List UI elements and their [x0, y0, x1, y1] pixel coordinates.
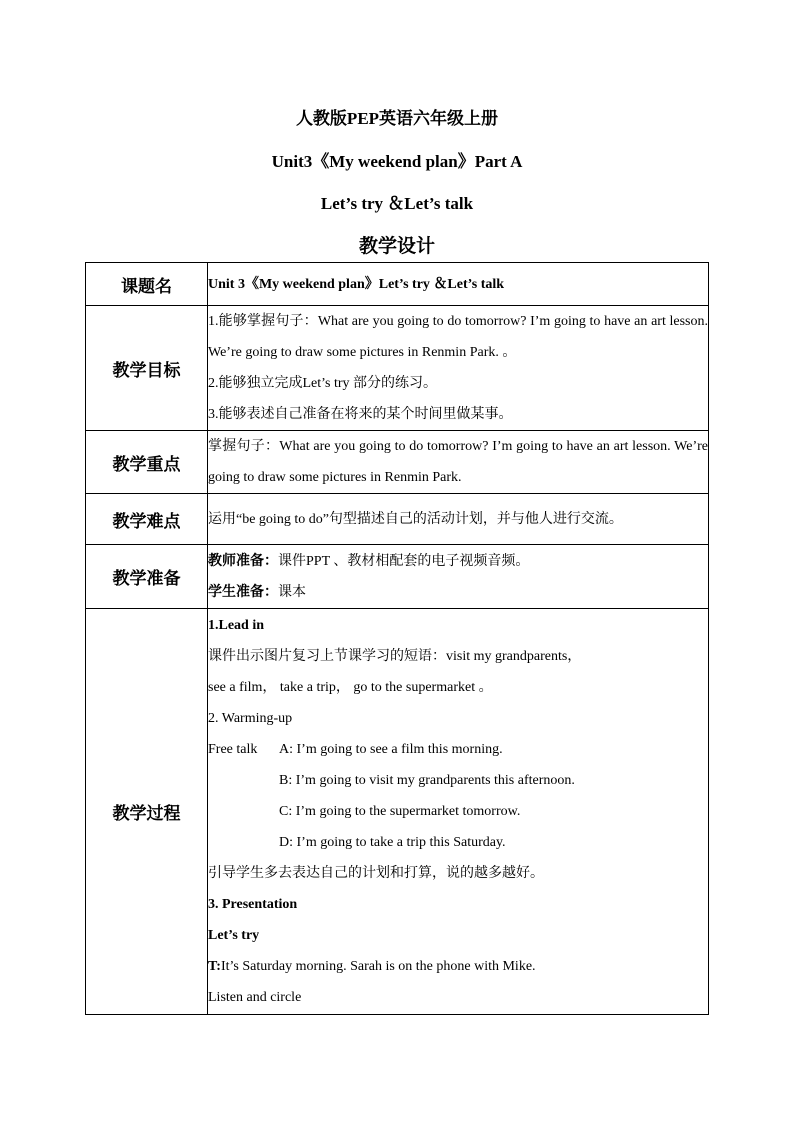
listen-circle: Listen and circle	[208, 990, 302, 1005]
talk-line-d	[208, 827, 708, 858]
goal-item-3: 3.能够表述自己准备在将来的某个时间里做某事。	[208, 407, 513, 422]
table-row-goals	[86, 306, 709, 431]
difficulty-cell	[208, 494, 709, 545]
key-text: 掌握句子：What are you going to do tomorrow? I’m going to have an art lesson. We’re going to draw some pictures in Renmin Park.	[208, 439, 708, 485]
lead-in-text-2: see a film， take a trip， go to the supermarket 。	[208, 680, 493, 695]
teacher-line	[208, 951, 708, 982]
goals-label: 教学目标	[86, 306, 208, 431]
goal-item-1: 1.能够掌握句子：What are you going to do tomorrow? I’m going to have an art lesson. We’re going to draw some pictures in Renmin Park. 。	[208, 314, 708, 360]
talk-line-c	[208, 796, 708, 827]
talk-indent	[208, 827, 279, 858]
student-prep-text: 课本	[278, 584, 306, 600]
talk-a: A: I’m going to see a film this morning.	[279, 742, 503, 757]
presentation-title: 3. Presentation	[208, 897, 298, 912]
talk-line-b	[208, 765, 708, 796]
key-cell	[208, 431, 709, 494]
lead-in-text-1: 课件出示图片复习上节课学习的短语：visit my grandparents，	[208, 649, 582, 664]
teacher-prep-text: 课件PPT 、教材相配套的电子视频音频。	[278, 553, 530, 569]
process-label: 教学过程	[86, 609, 208, 1015]
table-row-topic	[86, 263, 709, 306]
talk-indent	[208, 796, 279, 827]
talk-indent	[208, 765, 279, 796]
topic-text: Unit 3《My weekend plan》Let’s try ＆Let’s talk	[208, 276, 505, 292]
table-row-difficulty	[86, 494, 709, 545]
design-title: 教学设计	[358, 236, 435, 257]
talk-line-a	[208, 734, 708, 765]
unit-title: Unit3《My weekend plan》Part A	[271, 152, 523, 171]
lets-try-title: Let’s try	[208, 928, 260, 943]
process-cell	[208, 609, 709, 1015]
prep-cell	[208, 545, 709, 609]
lesson-plan-table	[85, 262, 709, 1015]
table-row-process	[86, 609, 709, 1015]
goal-item-2: 2.能够独立完成Let’s try 部分的练习。	[208, 376, 438, 391]
talk-d: D: I’m going to take a trip this Saturday.	[279, 835, 506, 850]
student-prep	[208, 577, 708, 608]
teacher-prep-label: 教师准备：	[208, 553, 278, 569]
topic-cell	[208, 263, 709, 306]
difficulty-label: 教学难点	[86, 494, 208, 545]
table-row-prep	[86, 545, 709, 609]
goals-cell	[208, 306, 709, 431]
guide-text: 引导学生多去表达自己的计划和打算，说的越多越好。	[208, 866, 544, 881]
difficulty-text: 运用“be going to do”句型描述自己的活动计划，并与他人进行交流。	[208, 511, 623, 527]
teacher-text: It’s Saturday morning. Sarah is on the phone with Mike.	[220, 959, 536, 974]
lesson-title: Let’s try ＆Let’s talk	[320, 194, 474, 213]
prep-label: 教学准备	[86, 545, 208, 609]
free-talk-label: Free talk	[208, 742, 258, 757]
table-row-key	[86, 431, 709, 494]
talk-c: C: I’m going to the supermarket tomorrow.	[279, 804, 521, 819]
topic-label: 课题名	[86, 263, 208, 306]
key-label: 教学重点	[86, 431, 208, 494]
student-prep-label: 学生准备：	[208, 584, 278, 600]
warming-up-title: 2. Warming-up	[208, 711, 293, 726]
talk-b: B: I’m going to visit my grandparents this afternoon.	[279, 773, 575, 788]
doc-title: 人教版PEP英语六年级上册	[295, 109, 499, 128]
teacher-prefix: T:	[208, 959, 221, 974]
teacher-prep	[208, 546, 708, 577]
lead-in-title: 1.Lead in	[208, 618, 265, 633]
